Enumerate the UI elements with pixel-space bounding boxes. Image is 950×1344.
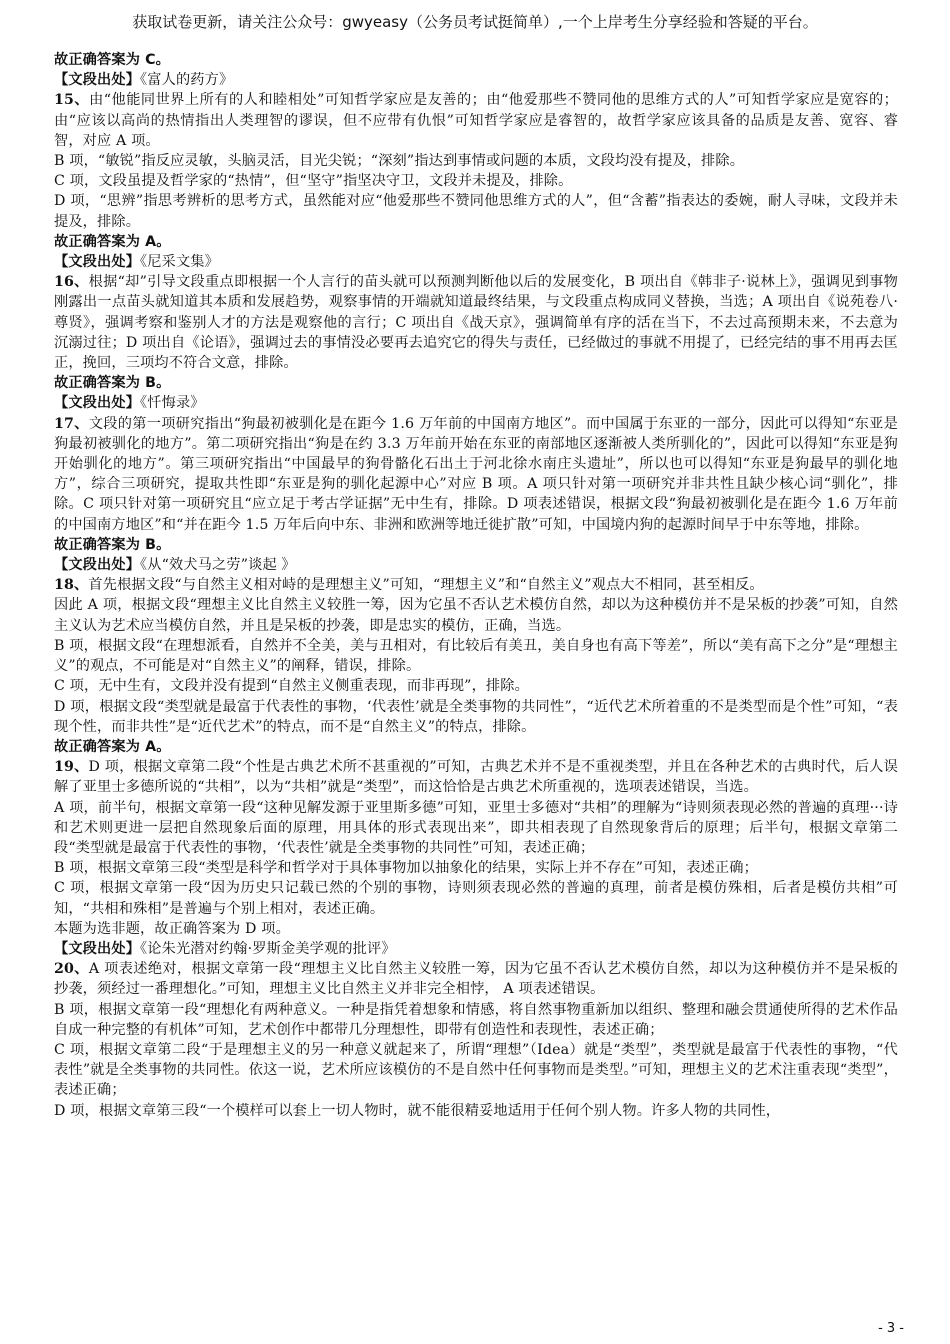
source-label: 【文段出处】 [54,72,141,89]
explanation-paragraph [54,798,898,859]
paragraph-text: D 项，根据文章第三段“一个模样可以套上一切人物时，就不能很精妥地适用于任何个别人物。许多人物的共同性， [54,1102,781,1119]
paragraph-text: A 项，前半句，根据文章第一段“这种见解发源于亚里斯多德”可知，亚里士多德对“共相”的理解为“诗则须表现必然的普遍的真理···诗和艺术则更进一层把自然现象后面的原理，用具体的形式表现出来”，即共相表现了自然现象背后的原理；后半句，根据文章第二段“类型就是最富于代表性的事物，‘代表性’就是全类事物的共同性”可知，表述正确； [54,799,898,856]
question-number: 15、 [54,92,90,109]
paragraph-text: B 项，根据文段“在理想派看，自然并不全美，美与丑相对，有比较后有美丑，美自身也有高下等差”，所以“美有高下之分”是“理想主义”的观点，不可能是对“自然主义”的阐释，错误，排除。 [54,637,898,675]
answer-line: 故正确答案为 C。 [54,52,171,68]
explanation-paragraph [54,858,898,878]
paragraph-text: D 项，“思辨”指思考辨析的思考方式，虽然能对应“他爱那些不赞同他思维方式的人”，但“含蓄”指表达的委婉，耐人寻味，文段并未提及，排除。 [54,193,898,230]
explanation-paragraph [54,636,898,676]
source-line [54,70,898,90]
question-paragraph [54,272,898,373]
explanation-paragraph [54,697,898,737]
question-number: 19、 [54,759,89,776]
source-title: 《论朱光潜对约翰·罗斯金美学观的批评》 [140,940,396,957]
document-body [54,50,898,1121]
paragraph-text: B 项，根据文章第一段“理想化有两种意义。一种是指凭着想象和情感，将自然事物重新加以组织、整理和融会贯通使所得的艺术作品自成一种完整的有机体”可知，艺术创作中都带几分理想性，即带有创造性和表现性，表述正确； [54,1001,898,1038]
explanation-paragraph [54,1000,898,1040]
question-paragraph [54,959,898,999]
answer-line: 故正确答案为 B。 [54,536,171,553]
explanation-paragraph [54,191,898,231]
paragraph-text: 文段的第一项研究指出“狗最初被驯化是在距今 1.6 万年前的中国南方地区”。而中国属于东亚的一部分，因此可以得知“东亚是狗最初被驯化的地方”。第二项研究指出“狗是在约 3.3 万年前开始在东亚的南部地区逐渐被人类所驯化的”，因此可以得知“东亚是狗开始驯化的地方”。第三项研究指出“中国最早的狗骨骼化石出土于河北徐水南庄头遗址”，所以也可以得知“东亚是狗最早的驯化地方”，综合三项研究，提取共性即“东亚是狗的驯化起源中心”对应 B 项。A 项只针对第一项研究并非共性且缺少核心词“驯化”，排除。C 项只针对第一项研究且“应立足于考古学证据”无中生有，排除。D 项表述错误，根据文段“狗最初被驯化是在距今 1.6 万年前的中国南方地区”和“并在距今 1.5 万年后向中东、非洲和欧洲等地迁徙扩散”可知，中国境内狗的起源时间早于中东等地，排除。 [54,415,898,533]
source-label: 【文段出处】 [54,940,141,957]
explanation-paragraph [54,919,898,939]
paragraph-text: C 项，根据文章第二段“于是理想主义的另一种意义就起来了，所谓“理想”（Idea）就是“类型”，类型就是最富于代表性的事物，“代表性”就是全类事物的共同性。依这一说，艺术所应该模仿的不是自然中任何事物而是类型。”可知，理想主义的艺术注重表现“类型”，表述正确； [54,1041,898,1099]
paragraph-text: B 项，根据文章第三段“类型是科学和哲学对于具体事物加以抽象化的结果，实际上并不存在”可知，表述正确； [54,860,758,877]
source-line [54,252,898,272]
source-line [54,939,898,959]
source-title: 《忏悔录》 [140,395,205,412]
question-number: 16、 [54,274,89,291]
explanation-paragraph [54,171,898,191]
page-header-notice: 获取试卷更新，请关注公众号：gwyeasy（公务员考试挺简单）,一个上岸考生分享经验和答疑的平台。 [132,13,818,31]
question-paragraph [54,575,898,595]
explanation-paragraph [54,878,898,918]
paragraph-text: 由“他能同世界上所有的人和睦相处”可知哲学家应是友善的；由“他爱那些不赞同他的思维方式的人”可知哲学家应是宽容的；由“应该以高尚的热情指出人类理智的谬误，但不应带有仇恨”可知哲学家应是睿智的，故哲学家应该具备的品质是友善、宽容、睿智，对应 A 项。 [54,92,898,149]
paragraph-text: D 项，根据文章第二段“个性是古典艺术所不甚重视的”可知，古典艺术并不是不重视类型，并且在各种艺术的古典时代，后人误解了亚里士多德所说的“共相”，以为“共相”就是“类型”，而这恰恰是古典艺术所重视的，选项表述错误，当选。 [54,759,898,796]
explanation-paragraph [54,151,898,171]
explanation-paragraph [54,1040,898,1101]
paragraph-text: B 项，“敏锐”指反应灵敏，头脑灵活，目光尖锐；“深刻”指达到事情或问题的本质，文段均没有提及，排除。 [54,153,745,170]
question-paragraph [54,90,898,151]
question-number: 18、 [54,577,89,594]
paragraph-text: C 项，无中生有，文段并没有提到“自然主义侧重表现，而非再现”，排除。 [54,678,529,695]
source-label: 【文段出处】 [54,395,141,412]
paragraph-text: C 项，根据文章第一段“因为历史只记载已然的个别的事物，诗则须表现必然的普遍的真理，前者是模仿殊相，后者是模仿共相”可知，“共相和殊相”是普遍与个别上相对，表述正确。 [54,880,898,917]
source-label: 【文段出处】 [54,557,141,574]
paragraph-text: 本题为选非题，故正确答案为 D 项。 [54,920,290,937]
question-paragraph [54,757,898,797]
paragraph-text: 首先根据文段“与自然主义相对峙的是理想主义”可知，“理想主义”和“自然主义”观点大不相同，甚至相反。 [88,577,764,594]
paragraph-text: 因此 A 项，根据文段“理想主义比自然主义较胜一筹，因为它虽不否认艺术模仿自然，却以为这种模仿并不是呆板的抄袭”可知，自然主义认为艺术应当模仿自然，并且是呆板的抄袭，即是忠实的模仿，正确，当选。 [54,597,898,634]
answer-line: 故正确答案为 A。 [54,233,171,250]
question-number: 20、 [54,961,89,978]
source-line [54,555,898,575]
source-title: 《从“效犬马之劳”谈起 》 [140,557,296,574]
source-title: 《尼采文集》 [140,254,219,271]
answer-line: 故正确答案为 B。 [54,375,171,392]
answer-line: 故正确答案为 A。 [54,738,171,755]
explanation-paragraph [54,1101,898,1121]
question-number: 17、 [54,415,89,432]
paragraph-text: 根据“却”引导文段重点即根据一个人言行的苗头就可以预测判断他以后的发展变化，B 项出自《韩非子·说林上》，强调见到事物刚露出一点苗头就知道其本质和发展趋势，观察事情的开端就知道最终结果，与文段重点构成同义替换，当选；A 项出自《说苑卷八·尊贤》，强调考察和鉴别人才的方法是观察他的言行；C 项出自《战天京》，强调简单有序的活在当下，不去过高预期未来，不去意为沉溺过往；D 项出自《论语》，强调过去的事情没必要再去追究它的得失与责任，已经做过的事就不用提了，已经完结的事不用再去匡正，挽回，三项均不符合文意，排除。 [54,274,898,372]
explanation-paragraph [54,595,898,635]
page-number: - 3 - [878,1321,904,1336]
paragraph-text: A 项表述绝对，根据文章第一段“理想主义比自然主义较胜一筹，因为它虽不否认艺术模仿自然，却以为这种模仿并不是呆板的抄袭，须经过一番理想化。”可知，理想主义比自然主义并非完全相悖， A 项表述错误。 [54,961,898,998]
source-title: 《富人的药方》 [140,72,234,89]
paragraph-text: C 项，文段虽提及哲学家的“热情”，但“坚守”指坚决守卫，文段并未提及，排除。 [54,173,573,190]
source-label: 【文段出处】 [54,254,141,271]
explanation-paragraph [54,676,898,696]
paragraph-text: D 项，根据文段“类型就是最富于代表性的事物，‘代表性’就是全类事物的共同性”，“近代艺术所着重的不是类型而是个性”可知，“表现个性，而非共性”是“近代艺术”的特点，而不是“自然主义”的特点，排除。 [54,698,898,735]
question-paragraph [54,414,898,535]
source-line [54,393,898,413]
